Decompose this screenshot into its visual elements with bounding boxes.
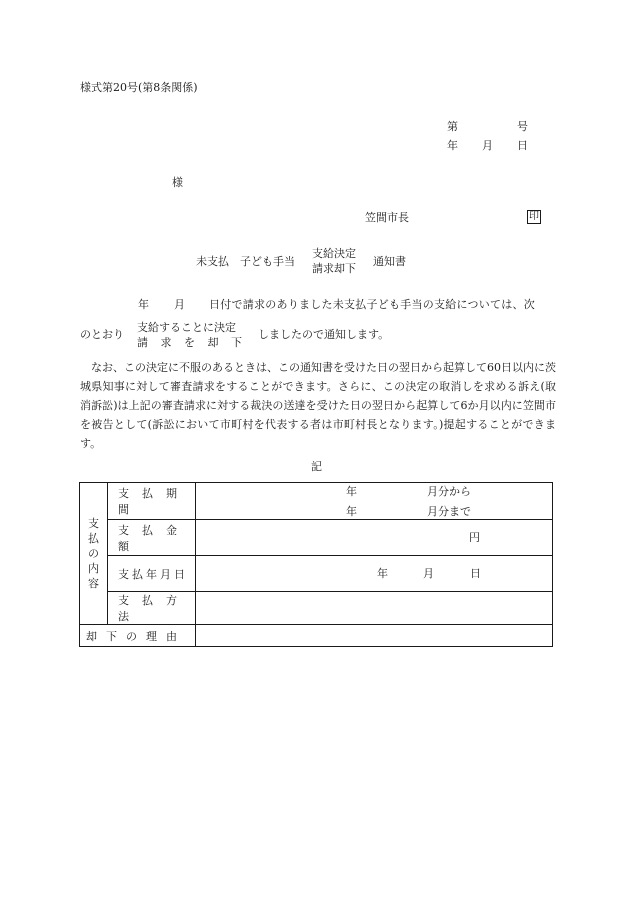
- intro-reject-char: 求: [160, 336, 172, 349]
- document-number-prefix: 第: [447, 120, 458, 133]
- label-char: 方: [166, 594, 177, 607]
- title-part1: 未支払 子ども手当: [196, 255, 295, 268]
- title-option-stack: [312, 246, 356, 276]
- payment-details-table: [79, 482, 553, 647]
- period-to-year: 年: [346, 505, 357, 518]
- payment-period-value: [196, 483, 553, 520]
- label-char: 支: [118, 594, 129, 607]
- label-char: 払: [142, 487, 153, 500]
- row-label-payment-period: [108, 483, 196, 520]
- intro-reject-char: 下: [231, 336, 242, 349]
- intro-line2-suffix: しましたので通知します。: [258, 328, 390, 341]
- table-row: [80, 625, 553, 647]
- table-row: [80, 520, 553, 556]
- label-char: 額: [118, 539, 129, 553]
- title-option-grant: 支給決定: [312, 247, 356, 260]
- table-row: [80, 556, 553, 592]
- row-label-payment-method: [108, 592, 196, 625]
- group-label-char: の: [88, 547, 99, 560]
- intro-line2-prefix: のとおり: [80, 328, 124, 341]
- date-day-label: 日: [517, 139, 528, 152]
- intro-reject-char: を: [184, 336, 195, 349]
- row-label-payment-date: 支払年月日: [108, 556, 196, 592]
- sender-title: 笠間市長: [365, 211, 409, 224]
- label-char: 由: [166, 629, 177, 643]
- intro-reject-char: 却: [207, 336, 219, 349]
- label-char: の: [126, 629, 137, 643]
- label-char: 金: [166, 523, 177, 537]
- intro-reject-char: 請: [137, 336, 148, 349]
- record-heading: 記: [311, 460, 322, 473]
- payment-method-value: [196, 592, 553, 625]
- group-label-char: 内: [88, 562, 99, 575]
- label-char: 期: [166, 487, 177, 500]
- label-char: 払: [142, 594, 153, 607]
- group-label-char: 容: [88, 577, 99, 590]
- label-char: 下: [106, 629, 117, 643]
- intro-year: 年: [138, 298, 149, 311]
- group-label-char: 払: [88, 532, 99, 545]
- reject-reason-value: [196, 625, 553, 647]
- group-label-payment-contents: [80, 483, 108, 625]
- payment-date-month: 月: [423, 567, 434, 580]
- payment-amount-value: [196, 520, 553, 556]
- period-from-text: 月分から: [427, 485, 471, 498]
- title-part2: 通知書: [373, 255, 406, 268]
- label-char: 支: [118, 487, 129, 500]
- label-char: 理: [146, 629, 157, 643]
- payment-date-value: [196, 556, 553, 592]
- intro-option-stack: [137, 320, 242, 350]
- intro-month: 月: [174, 298, 185, 311]
- notice-paragraph: なお、この決定に不服のあるときは、この通知書を受けた日の翌日から起算して60日以内に茨城県知事に対して審査請求をすることができます。さらに、この決定の取消しを求める訴え(取消訴訟)は上記の審査請求に対する裁決の送達を受けた日の翌日から起算して6か月以内に笠間市を被告として(訴訟において市町村を代表する者は市町村長となります。)提起することができます。: [80, 361, 556, 450]
- intro-option-grant: 支給することに決定: [137, 321, 236, 334]
- payment-date-day: 日: [470, 567, 481, 580]
- intro-option-reject: [137, 335, 242, 350]
- label-char: 法: [118, 610, 129, 623]
- form-number: 様式第20号(第8条関係): [80, 81, 198, 94]
- amount-unit: 円: [469, 531, 480, 544]
- label-char: 支: [118, 523, 129, 537]
- label-char: 却: [86, 629, 97, 643]
- seal-mark: 印: [529, 211, 539, 222]
- table-row: [80, 592, 553, 625]
- title-option-reject: 請求却下: [312, 262, 356, 275]
- payment-date-year: 年: [377, 567, 388, 580]
- document-number-suffix: 号: [517, 120, 528, 133]
- label-char: 間: [118, 503, 129, 516]
- addressee-suffix: 様: [172, 176, 183, 189]
- table-row: [80, 483, 553, 520]
- group-label-char: 支: [88, 517, 99, 530]
- date-year-label: 年: [447, 139, 458, 152]
- period-from-year: 年: [346, 485, 357, 498]
- date-month-label: 月: [482, 139, 493, 152]
- row-label-reject-reason: [80, 625, 196, 647]
- period-to-text: 月分まで: [427, 505, 471, 518]
- row-label-payment-amount: [108, 520, 196, 556]
- label-char: 払: [142, 523, 153, 537]
- intro-text: 日付で請求のありました未支払子ども手当の支給については、次: [209, 298, 536, 311]
